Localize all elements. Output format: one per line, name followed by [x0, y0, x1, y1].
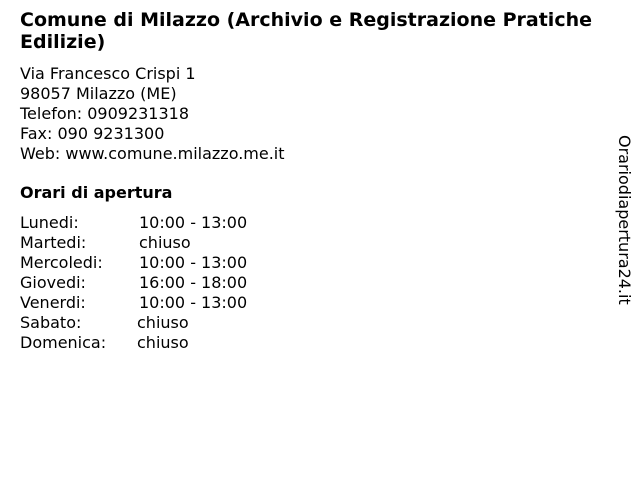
contact-info — [20, 64, 285, 164]
hours-day-label: Martedi: — [20, 233, 87, 252]
hours-day-label: Sabato: — [20, 313, 82, 332]
address-street: Via Francesco Crispi 1 — [20, 64, 196, 83]
hours-time-value: 16:00 - 18:00 — [139, 273, 248, 292]
hours-time-value: chiuso — [137, 313, 189, 332]
hours-time-value: chiuso — [137, 333, 189, 352]
hours-day-label: Venerdi: — [20, 293, 86, 312]
fax-number: Fax: 090 9231300 — [20, 124, 165, 143]
hours-time-value: 10:00 - 13:00 — [139, 213, 248, 232]
hours-time-value: 10:00 - 13:00 — [139, 293, 248, 312]
hours-day-label: Lunedi: — [20, 213, 79, 232]
page-title-line-2: Edilizie) — [20, 31, 106, 53]
phone-number: Telefon: 0909231318 — [20, 104, 190, 123]
page-title — [20, 9, 630, 53]
site-watermark: Orariodiapertura24.it — [615, 135, 634, 305]
hours-time-value: chiuso — [139, 233, 191, 252]
address-city: 98057 Milazzo (ME) — [20, 84, 177, 103]
page-title-line-1: Comune di Milazzo (Archivio e Registrazione Pratiche — [20, 9, 592, 31]
opening-hours-heading: Orari di apertura — [20, 183, 173, 202]
hours-time-value: 10:00 - 13:00 — [139, 253, 248, 272]
hours-day-label: Giovedi: — [20, 273, 86, 292]
hours-day-label: Domenica: — [20, 333, 107, 352]
website: Web: www.comune.milazzo.me.it — [20, 144, 285, 163]
hours-day-label: Mercoledi: — [20, 253, 103, 272]
